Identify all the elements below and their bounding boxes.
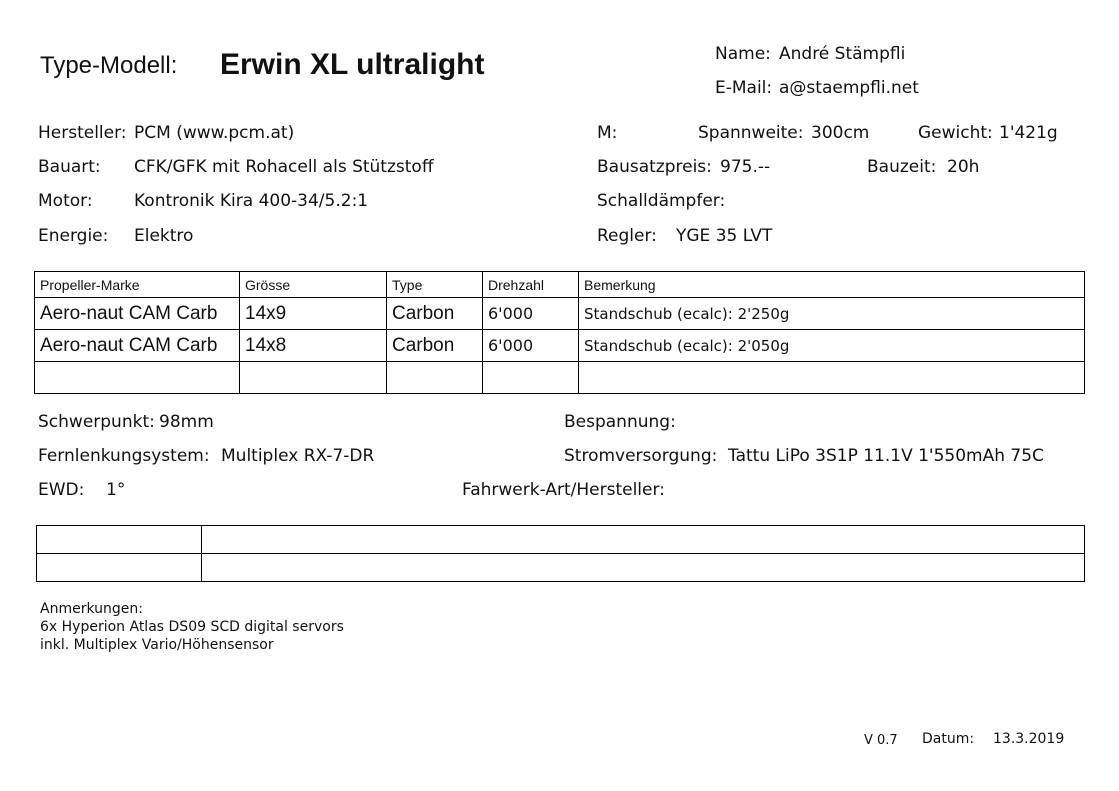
table-row xyxy=(35,298,1085,330)
table-cell: Carbon xyxy=(387,330,483,362)
table-header-cell: Drehzahl xyxy=(483,272,579,298)
energie-label: Energie: xyxy=(38,226,109,246)
motor-label: Motor: xyxy=(38,191,93,211)
table-cell: Carbon xyxy=(387,298,483,330)
notes-section xyxy=(40,600,344,654)
fernlenkung-label: Fernlenkungsystem: xyxy=(38,446,210,466)
table-cell xyxy=(240,362,387,394)
table-cell: 14x9 xyxy=(240,298,387,330)
propeller-table xyxy=(34,271,1085,394)
table-cell xyxy=(202,526,1085,554)
notes-title: Anmerkungen: xyxy=(40,601,143,617)
hersteller-value: PCM (www.pcm.at) xyxy=(134,123,295,143)
datum-value: 13.3.2019 xyxy=(993,731,1065,747)
stromversorgung-value: Tattu LiPo 3S1P 11.1V 1'550mAh 75C xyxy=(728,446,1044,466)
bespannung-label: Bespannung: xyxy=(564,412,676,432)
table-cell: 6'000 xyxy=(483,330,579,362)
table-cell: 14x8 xyxy=(240,330,387,362)
bauart-label: Bauart: xyxy=(38,157,101,177)
table-header-cell: Bemerkung xyxy=(579,272,1085,298)
spannweite-value: 300cm xyxy=(811,123,870,143)
table-cell xyxy=(483,362,579,394)
m-label: M: xyxy=(597,123,618,143)
fahrwerk-label: Fahrwerk-Art/Hersteller: xyxy=(462,480,665,500)
notes-line: inkl. Multiplex Vario/Höhensensor xyxy=(40,637,274,653)
ewd-value: 1° xyxy=(106,480,126,500)
ewd-label: EWD: xyxy=(38,480,85,500)
bauzeit-value: 20h xyxy=(947,157,980,177)
table-cell xyxy=(202,554,1085,582)
table-row xyxy=(35,362,1085,394)
table-cell: Aero-naut CAM Carb xyxy=(35,330,240,362)
table-header-row xyxy=(35,272,1085,298)
bauart-value: CFK/GFK mit Rohacell als Stützstoff xyxy=(134,157,434,177)
gewicht-value: 1'421g xyxy=(999,123,1058,143)
email-label: E-Mail: xyxy=(715,78,773,98)
stromversorgung-label: Stromversorgung: xyxy=(564,446,718,466)
version-label: V 0.7 xyxy=(864,733,898,748)
name-label: Name: xyxy=(715,44,771,64)
email-value: a@staempfli.net xyxy=(779,78,919,98)
table-cell xyxy=(37,526,202,554)
datum-label: Datum: xyxy=(922,731,975,747)
notes-line: 6x Hyperion Atlas DS09 SCD digital servors xyxy=(40,619,344,635)
spannweite-label: Spannweite: xyxy=(698,123,804,143)
motor-value: Kontronik Kira 400-34/5.2:1 xyxy=(134,191,369,211)
table-header-cell: Propeller-Marke xyxy=(35,272,240,298)
hersteller-label: Hersteller: xyxy=(38,123,127,143)
bausatzpreis-value: 975.-- xyxy=(720,157,771,177)
type-model-label: Type-Modell: xyxy=(40,52,178,79)
table-row xyxy=(37,554,1085,582)
table-row xyxy=(37,526,1085,554)
regler-value: YGE 35 LVT xyxy=(676,226,773,246)
table-cell xyxy=(37,554,202,582)
table-cell xyxy=(579,362,1085,394)
schwerpunkt-value: 98mm xyxy=(159,412,214,432)
bauzeit-label: Bauzeit: xyxy=(867,157,937,177)
table-header-cell: Type xyxy=(387,272,483,298)
table-row xyxy=(35,330,1085,362)
table-cell: Standschub (ecalc): 2'050g xyxy=(579,330,1085,362)
name-value: André Stämpfli xyxy=(779,44,906,64)
bausatzpreis-label: Bausatzpreis: xyxy=(597,157,712,177)
table-cell: Standschub (ecalc): 2'250g xyxy=(579,298,1085,330)
schalldaempfer-label: Schalldämpfer: xyxy=(597,191,726,211)
fernlenkung-value: Multiplex RX-7-DR xyxy=(221,446,375,466)
table-cell xyxy=(35,362,240,394)
table-header-cell: Grösse xyxy=(240,272,387,298)
regler-label: Regler: xyxy=(597,226,657,246)
schwerpunkt-label: Schwerpunkt: xyxy=(38,412,155,432)
table-cell xyxy=(387,362,483,394)
table-cell: 6'000 xyxy=(483,298,579,330)
model-name: Erwin XL ultralight xyxy=(220,48,485,81)
table-cell: Aero-naut CAM Carb xyxy=(35,298,240,330)
energie-value: Elektro xyxy=(134,226,194,246)
gewicht-label: Gewicht: xyxy=(918,123,993,143)
blank-table xyxy=(36,525,1085,582)
